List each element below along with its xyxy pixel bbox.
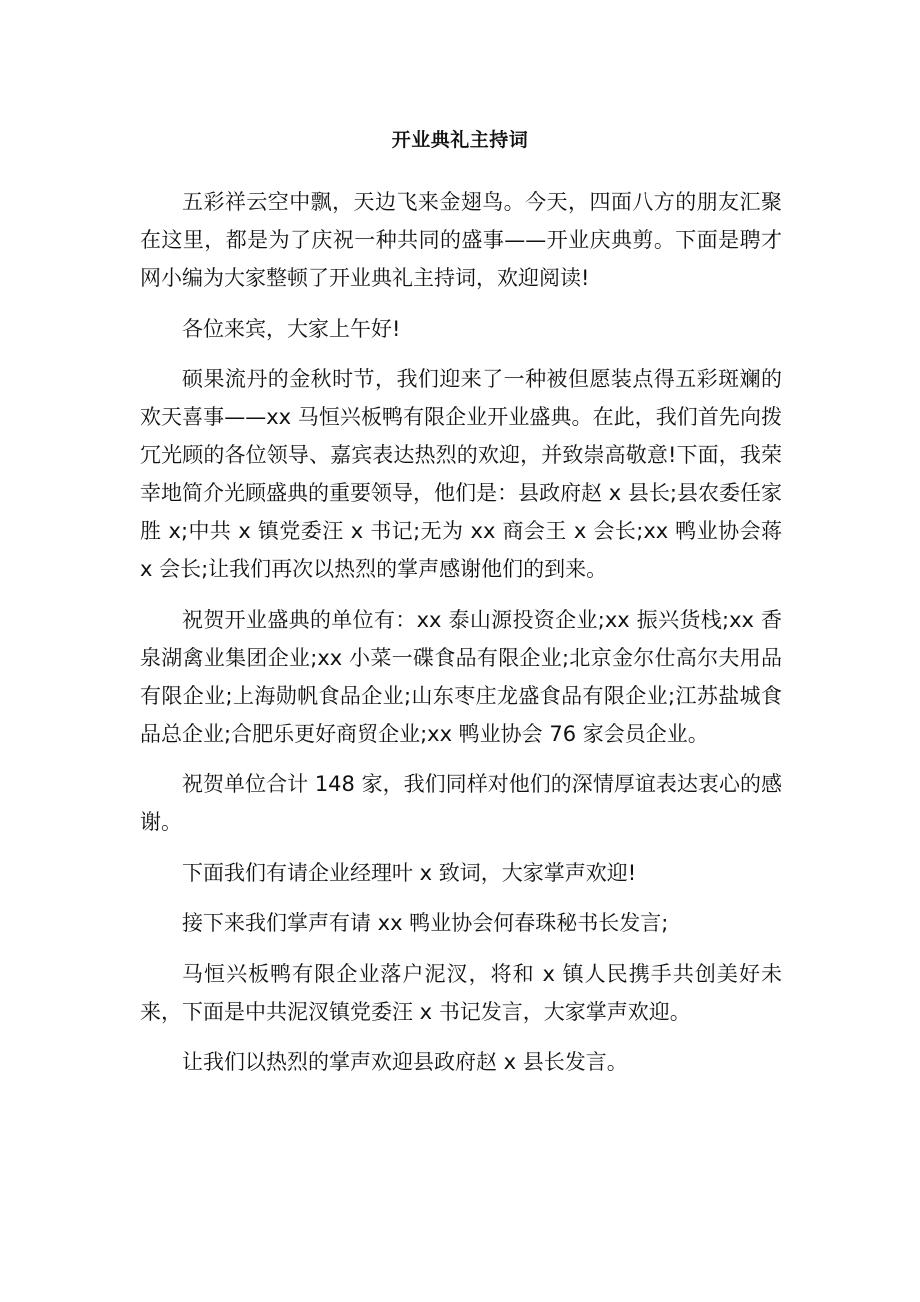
paragraph-intro: 五彩祥云空中飘，天边飞来金翅鸟。今天，四面八方的朋友汇聚在这里，都是为了庆祝一种共同的盛事——开业庆典剪。下面是聘才网小编为大家整顿了开业典礼主持词，欢迎阅读! [140, 190, 782, 290]
paragraph-county-head-speech: 让我们以热烈的掌声欢迎县政府赵 x 县长发言。 [182, 1050, 628, 1074]
paragraph-party-secretary-speech: 马恒兴板鸭有限企业落户泥汊，将和 x 镇人民携手共创美好未来，下面是中共泥汊镇党委汪 x 书记发言，大家掌声欢迎。 [140, 961, 782, 1024]
paragraph-association-speech: 接下来我们掌声有请 xx 鸭业协会何春珠秘书长发言; [182, 911, 669, 935]
paragraph-manager-speech: 下面我们有请企业经理叶 x 致词，大家掌声欢迎! [182, 860, 637, 885]
paragraph-greeting: 各位来宾，大家上午好! [182, 316, 401, 341]
document-body [140, 183, 782, 1094]
paragraph-welcome-leaders: 硕果流丹的金秋时节，我们迎来了一种被但愿装点得五彩斑斓的欢天喜事——xx 马恒兴板鸭有限企业开业盛典。在此，我们首先向拨冗光顾的各位领导、嘉宾表达热烈的欢迎，并致崇高敬意!下面，我荣幸地简介光顾盛典的重要领导，他们是：县政府赵 x 县长;县农委任家胜 x;中共 x 镇党委汪 x 书记;无为 xx 商会王 x 会长;xx 鸭业协会蒋 x 会长;让我们再次以热烈的掌声感谢他们的到来。 [140, 367, 782, 581]
paragraph-units-total: 祝贺单位合计 148 家，我们同样对他们的深情厚谊表达衷心的感谢。 [140, 772, 782, 834]
paragraph-congratulating-units: 祝贺开业盛典的单位有：xx 泰山源投资企业;xx 振兴货栈;xx 香泉湖禽业集团企业;xx 小菜一碟食品有限企业;北京金尔仕高尔夫用品有限企业;上海勋帆食品企业;山东枣庄龙盛食品有限企业;江苏盐城食品总企业;合肥乐更好商贸企业;xx 鸭业协会 76 家会员企业。 [140, 607, 782, 746]
document-title: 开业典礼主持词 [391, 129, 529, 151]
